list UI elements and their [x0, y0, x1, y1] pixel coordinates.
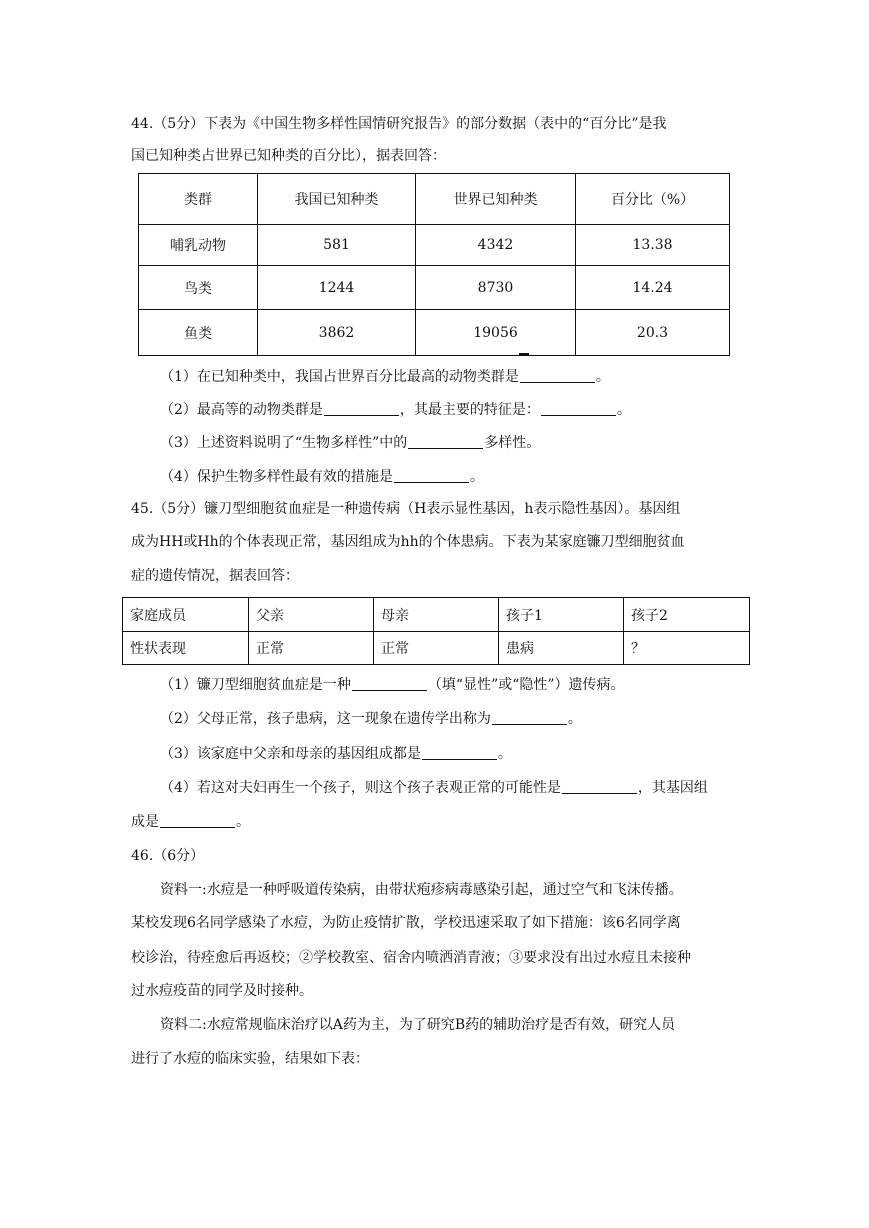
answer-blank[interactable] [160, 813, 235, 828]
q45-sub2-end: 。 [567, 711, 582, 727]
q44-line2: 国已知种类占世界已知种类的百分比），据表回答： [131, 148, 446, 164]
q45-line3: 症的遗传情况，据表回答： [131, 568, 299, 584]
table-cell: 鸟类 [139, 266, 258, 310]
table-cell: ？ [624, 632, 750, 665]
table-row [123, 632, 750, 665]
table-cell: 患病 [499, 632, 624, 665]
answer-blank[interactable] [520, 368, 595, 383]
q46-para1-line2: 某校发现6名同学感染了水痘，为防止疫情扩散，学校迅速采取了如下措施：该6名同学离 [131, 915, 681, 931]
table-cell: 4342 [416, 225, 576, 266]
q45-line1: 45.（5分）镰刀型细胞贫血症是一种遗传病（H表示显性基因，h表示隐性基因）。基因组 [131, 501, 681, 517]
answer-blank[interactable] [422, 745, 497, 760]
q45-sub3-text: （3）该家庭中父亲和母亲的基因组成都是 [160, 746, 421, 762]
q45-sub4b-end: 。 [236, 814, 250, 830]
table-cell: 13.38 [576, 225, 730, 266]
table-cell: 正常 [374, 632, 499, 665]
header-cell: 我国已知种类 [258, 174, 416, 225]
q46-para1-line4: 过水痘疫苗的同学及时接种。 [131, 983, 313, 999]
header-cell: 百分比（%） [576, 174, 730, 225]
table-row [139, 266, 730, 310]
table-cell: 14.24 [576, 266, 730, 310]
q44-sub4 [160, 467, 484, 487]
q46-para1-line1: 资料一:水痘是一种呼吸道传染病，由带状疱疹病毒感染引起，通过空气和飞沫传播。 [160, 882, 683, 898]
answer-blank[interactable] [492, 710, 567, 725]
table-cell: 父亲 [249, 598, 374, 632]
table-cell: 家庭成员 [123, 598, 249, 632]
table-row [123, 598, 750, 632]
table-cell: 正常 [249, 632, 374, 665]
table-row [139, 310, 730, 356]
answer-blank[interactable] [352, 676, 427, 691]
table-cell: 母亲 [374, 598, 499, 632]
q45-sub3 [160, 744, 512, 764]
q44-sub3-text-b: 多样性。 [484, 435, 541, 451]
print-mark [519, 353, 529, 356]
q44-sub4-text: （4）保护生物多样性最有效的措施是 [160, 469, 393, 485]
q44-sub2-end: 。 [616, 402, 631, 418]
q46-para2-line2: 进行了水痘的临床实验，结果如下表： [131, 1051, 369, 1067]
q44-sub2-text: （2）最高等的动物类群是 [160, 402, 323, 418]
table-cell: 孩子1 [499, 598, 624, 632]
table-cell: 性状表现 [123, 632, 249, 665]
header-cell: 类群 [139, 174, 258, 225]
q45-sub2-text: （2）父母正常，孩子患病，这一现象在遗传学出称为 [160, 711, 491, 727]
table-cell: 哺乳动物 [139, 225, 258, 266]
header-cell: 世界已知种类 [416, 174, 576, 225]
table-cell: 581 [258, 225, 416, 266]
q45-sub2 [160, 709, 582, 729]
table-cell: 孩子2 [624, 598, 750, 632]
q44-sub1-end: 。 [595, 369, 610, 385]
table-cell: 8730 [416, 266, 576, 310]
answer-blank[interactable] [408, 434, 483, 449]
q45-line2: 成为HH或Hh的个体表现正常，基因组成为hh的个体患病。下表为某家庭镰刀型细胞贫血 [131, 534, 685, 550]
q46-title: 46.（6分） [131, 848, 205, 864]
answer-blank[interactable] [324, 401, 399, 416]
q44-sub3-text: （3）上述资料说明了“生物多样性”中的 [160, 435, 408, 451]
table-cell: 1244 [258, 266, 416, 310]
answer-blank[interactable] [541, 401, 616, 416]
q44-sub1-text: （1）在已知种类中，我国占世界百分比最高的动物类群是 [160, 369, 519, 385]
q46-para1-line3: 校诊治，待痊愈后再返校；②学校教室、宿舍内喷洒消青液；③要求没有出过水痘且未接种 [131, 950, 691, 966]
q45-sub4-cont [131, 812, 250, 832]
q44-sub2 [160, 400, 631, 420]
q44-sub2-text-b: ，其最主要的特征是： [399, 402, 540, 418]
table-header-row [139, 174, 730, 225]
table-cell: 19056 [416, 310, 576, 356]
q44-sub1 [160, 367, 610, 387]
q44-sub3 [160, 433, 540, 453]
q45-sub4-text: （4）若这对夫妇再生一个孩子，则这个孩子表观正常的可能性是 [160, 780, 561, 796]
q45-sub4 [160, 778, 708, 798]
q44-sub4-end: 。 [469, 469, 484, 485]
table-cell: 3862 [258, 310, 416, 356]
q45-sub3-end: 。 [497, 746, 512, 762]
q44-line1: 44.（5分）下表为《中国生物多样性国情研究报告》的部分数据（表中的“百分比”是我 [131, 116, 667, 132]
answer-blank[interactable] [394, 468, 469, 483]
q45-sub1-text-b: （填“显性”或“隐性”）遗传病。 [427, 677, 625, 693]
q45-sub4b-text: 成是 [131, 814, 159, 830]
answer-blank[interactable] [562, 779, 637, 794]
table-row [139, 225, 730, 266]
family-table [122, 597, 750, 665]
species-table [138, 173, 730, 356]
q45-sub4-text-b: ，其基因组 [637, 780, 708, 796]
table-cell: 鱼类 [139, 310, 258, 356]
q46-para2-line1: 资料二:水痘常规临床治疗以A药为主，为了研究B药的辅助治疗是否有效，研究人员 [160, 1017, 676, 1033]
table-cell: 20.3 [576, 310, 730, 356]
q45-sub1-text: （1）镰刀型细胞贫血症是一种 [160, 677, 351, 693]
q45-sub1 [160, 675, 625, 695]
